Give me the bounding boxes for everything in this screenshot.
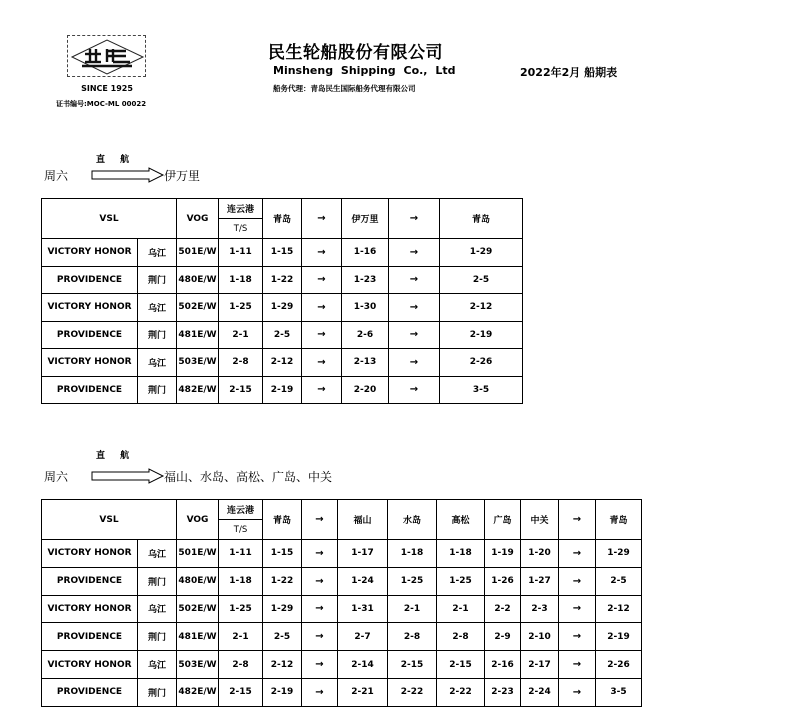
port-date: 2-6: [342, 321, 389, 349]
vessel-name: PROVIDENCE: [42, 321, 138, 349]
header-fukuyama: 福山: [338, 500, 388, 540]
port-date: 2-8: [437, 623, 485, 651]
arrow-cell: →: [559, 623, 596, 651]
qingdao-return-date: 2-5: [440, 266, 523, 294]
route-1-destinations: 伊万里: [164, 169, 201, 183]
qingdao-date: 1-29: [263, 294, 302, 322]
port-date: 1-25: [388, 567, 437, 595]
port-date: 1-23: [342, 266, 389, 294]
company-name-en: Minsheng Shipping Co., Ltd: [273, 64, 456, 77]
arrow-cell: →: [559, 651, 596, 679]
route-1-arrow-icon: [91, 167, 165, 183]
route-2-label: 直 航: [96, 451, 136, 461]
header-lianyungang: 连云港: [219, 199, 263, 219]
voyage-number: 482E/W: [177, 376, 219, 404]
arrow-cell: →: [302, 376, 342, 404]
vessel-name: VICTORY HONOR: [42, 651, 138, 679]
vessel-name: VICTORY HONOR: [42, 294, 138, 322]
table-row: [42, 595, 642, 623]
port-date: 2-1: [437, 595, 485, 623]
qingdao-date: 2-12: [263, 651, 302, 679]
header-qingdao: 青岛: [263, 199, 302, 239]
vessel-name: VICTORY HONOR: [42, 595, 138, 623]
lianyungang-date: 1-18: [219, 567, 263, 595]
arrow-cell: →: [302, 651, 338, 679]
qingdao-date: 2-5: [263, 321, 302, 349]
vessel-cn-name: 乌江: [138, 651, 177, 679]
port-date: 2-24: [521, 678, 559, 706]
qingdao-return-date: 2-5: [596, 567, 642, 595]
arrow-cell: →: [302, 540, 338, 568]
qingdao-return-date: 2-12: [596, 595, 642, 623]
port-date: 1-27: [521, 567, 559, 595]
table-row: [42, 294, 523, 322]
vessel-cn-name: 荆门: [138, 567, 177, 595]
header-imari: 伊万里: [342, 199, 389, 239]
port-date: 2-15: [388, 651, 437, 679]
arrow-cell: →: [302, 567, 338, 595]
qingdao-date: 1-22: [263, 567, 302, 595]
vessel-name: PROVIDENCE: [42, 266, 138, 294]
qingdao-return-date: 2-12: [440, 294, 523, 322]
lianyungang-date: 2-1: [219, 623, 263, 651]
route-2-schedule-table: [41, 499, 642, 707]
lianyungang-date: 1-18: [219, 266, 263, 294]
qingdao-return-date: 2-26: [596, 651, 642, 679]
table-row: [42, 623, 642, 651]
vessel-name: PROVIDENCE: [42, 623, 138, 651]
port-date: 1-16: [342, 239, 389, 267]
port-date: 1-30: [342, 294, 389, 322]
port-date: 1-26: [485, 567, 521, 595]
port-date: 2-14: [338, 651, 388, 679]
route-1-day: 周六: [44, 169, 69, 183]
port-date: 1-17: [338, 540, 388, 568]
qingdao-return-date: 1-29: [440, 239, 523, 267]
port-date: 1-18: [437, 540, 485, 568]
qingdao-return-date: 3-5: [596, 678, 642, 706]
qingdao-date: 1-22: [263, 266, 302, 294]
arrow-cell: →: [302, 239, 342, 267]
arrow-cell: →: [559, 595, 596, 623]
voyage-number: 503E/W: [177, 349, 219, 377]
header-qingdao-return: 青岛: [440, 199, 523, 239]
vessel-cn-name: 荆门: [138, 376, 177, 404]
vessel-cn-name: 荆门: [138, 321, 177, 349]
port-date: 2-15: [437, 651, 485, 679]
company-name-cn: 民生轮船股份有限公司: [268, 43, 443, 63]
since-text: SINCE 1925: [81, 84, 133, 93]
vessel-cn-name: 荆门: [138, 678, 177, 706]
qingdao-date: 1-15: [263, 540, 302, 568]
port-date: 2-17: [521, 651, 559, 679]
table-row: [42, 540, 642, 568]
port-date: 2-22: [388, 678, 437, 706]
route-1-label: 直 航: [96, 155, 136, 165]
lianyungang-date: 1-11: [219, 239, 263, 267]
table-row: [42, 678, 642, 706]
vessel-cn-name: 乌江: [138, 349, 177, 377]
vessel-cn-name: 乌江: [138, 540, 177, 568]
arrow-cell: →: [389, 321, 440, 349]
header-hiroshima: 广岛: [485, 500, 521, 540]
port-date: 1-31: [338, 595, 388, 623]
port-date: 1-20: [521, 540, 559, 568]
vessel-cn-name: 荆门: [138, 266, 177, 294]
port-date: 1-18: [388, 540, 437, 568]
voyage-number: 481E/W: [177, 623, 219, 651]
header-mizushima: 水岛: [388, 500, 437, 540]
lianyungang-date: 2-15: [219, 376, 263, 404]
header-arrow: →: [559, 500, 596, 540]
port-date: 2-1: [388, 595, 437, 623]
arrow-cell: →: [389, 349, 440, 377]
port-date: 2-13: [342, 349, 389, 377]
port-date: 2-2: [485, 595, 521, 623]
port-date: 1-25: [437, 567, 485, 595]
arrow-cell: →: [302, 266, 342, 294]
vessel-cn-name: 乌江: [138, 294, 177, 322]
certificate-number: 证书编号:MOC-ML 00022: [56, 100, 147, 108]
vessel-name: VICTORY HONOR: [42, 349, 138, 377]
qingdao-return-date: 1-29: [596, 540, 642, 568]
arrow-cell: →: [302, 349, 342, 377]
qingdao-return-date: 3-5: [440, 376, 523, 404]
qingdao-date: 2-19: [263, 376, 302, 404]
company-logo: [67, 35, 146, 77]
qingdao-date: 2-5: [263, 623, 302, 651]
port-date: 2-3: [521, 595, 559, 623]
arrow-cell: →: [389, 266, 440, 294]
header-takamatsu: 高松: [437, 500, 485, 540]
port-date: 2-23: [485, 678, 521, 706]
table-row: [42, 651, 642, 679]
table-row: [42, 567, 642, 595]
route-2-day: 周六: [44, 470, 69, 484]
header-shimonoseki: 中关: [521, 500, 559, 540]
route-2-destinations: 福山、水岛、高松、广岛、中关: [164, 470, 333, 484]
vessel-name: VICTORY HONOR: [42, 540, 138, 568]
voyage-number: 482E/W: [177, 678, 219, 706]
route-2-arrow-icon: [91, 468, 165, 484]
vessel-name: PROVIDENCE: [42, 678, 138, 706]
header-lianyungang: 连云港: [219, 500, 263, 520]
table-row: [42, 349, 523, 377]
qingdao-date: 2-19: [263, 678, 302, 706]
vessel-name: PROVIDENCE: [42, 567, 138, 595]
header-ts: T/S: [219, 219, 263, 239]
header-vog: VOG: [177, 199, 219, 239]
lianyungang-date: 1-25: [219, 595, 263, 623]
vessel-cn-name: 乌江: [138, 239, 177, 267]
qingdao-date: 1-29: [263, 595, 302, 623]
arrow-cell: →: [559, 678, 596, 706]
header-arrow: →: [389, 199, 440, 239]
port-date: 2-8: [388, 623, 437, 651]
qingdao-return-date: 2-19: [440, 321, 523, 349]
schedule-title: 2022年2月 船期表: [520, 66, 618, 79]
qingdao-date: 2-12: [263, 349, 302, 377]
lianyungang-date: 2-8: [219, 349, 263, 377]
voyage-number: 501E/W: [177, 540, 219, 568]
table-row: [42, 376, 523, 404]
port-date: 1-24: [338, 567, 388, 595]
vessel-name: VICTORY HONOR: [42, 239, 138, 267]
vessel-cn-name: 荆门: [138, 623, 177, 651]
arrow-cell: →: [389, 294, 440, 322]
lianyungang-date: 2-8: [219, 651, 263, 679]
header-vsl: VSL: [42, 500, 177, 540]
arrow-cell: →: [559, 567, 596, 595]
table-row: [42, 239, 523, 267]
lianyungang-date: 1-11: [219, 540, 263, 568]
qingdao-return-date: 2-26: [440, 349, 523, 377]
lianyungang-date: 2-1: [219, 321, 263, 349]
shipping-agent: 船务代理：青岛民生国际船务代理有限公司: [273, 84, 416, 93]
port-date: 2-10: [521, 623, 559, 651]
qingdao-date: 1-15: [263, 239, 302, 267]
port-date: 1-19: [485, 540, 521, 568]
port-date: 2-7: [338, 623, 388, 651]
arrow-cell: →: [389, 376, 440, 404]
arrow-cell: →: [302, 678, 338, 706]
port-date: 2-22: [437, 678, 485, 706]
port-date: 2-21: [338, 678, 388, 706]
voyage-number: 503E/W: [177, 651, 219, 679]
arrow-cell: →: [302, 623, 338, 651]
header-qingdao-return: 青岛: [596, 500, 642, 540]
header-vsl: VSL: [42, 199, 177, 239]
voyage-number: 480E/W: [177, 266, 219, 294]
table-row: [42, 321, 523, 349]
qingdao-return-date: 2-19: [596, 623, 642, 651]
voyage-number: 481E/W: [177, 321, 219, 349]
lianyungang-date: 1-25: [219, 294, 263, 322]
header-arrow: →: [302, 199, 342, 239]
arrow-cell: →: [302, 595, 338, 623]
port-date: 2-9: [485, 623, 521, 651]
header-ts: T/S: [219, 520, 263, 540]
arrow-cell: →: [389, 239, 440, 267]
voyage-number: 501E/W: [177, 239, 219, 267]
lianyungang-date: 2-15: [219, 678, 263, 706]
route-1-schedule-table: [41, 198, 523, 404]
table-row: [42, 266, 523, 294]
header-vog: VOG: [177, 500, 219, 540]
voyage-number: 502E/W: [177, 595, 219, 623]
header-qingdao: 青岛: [263, 500, 302, 540]
port-date: 2-16: [485, 651, 521, 679]
header-arrow: →: [302, 500, 338, 540]
vessel-cn-name: 乌江: [138, 595, 177, 623]
arrow-cell: →: [302, 321, 342, 349]
voyage-number: 502E/W: [177, 294, 219, 322]
port-date: 2-20: [342, 376, 389, 404]
arrow-cell: →: [302, 294, 342, 322]
arrow-cell: →: [559, 540, 596, 568]
voyage-number: 480E/W: [177, 567, 219, 595]
vessel-name: PROVIDENCE: [42, 376, 138, 404]
